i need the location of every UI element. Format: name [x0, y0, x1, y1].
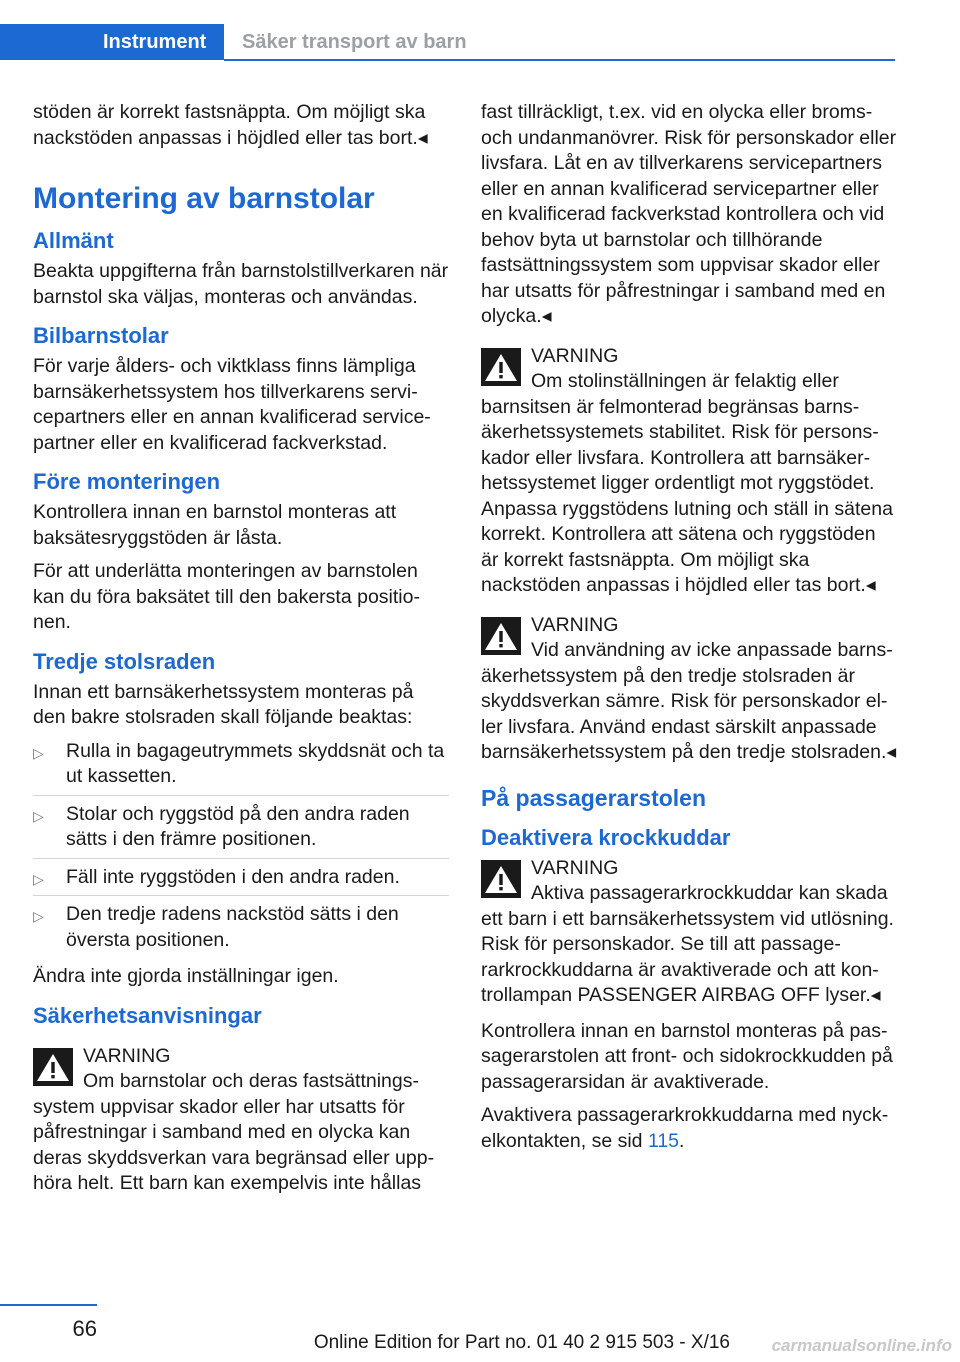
- list-item: [33, 802, 449, 859]
- list-item: [33, 902, 449, 958]
- warning-block: [481, 856, 897, 1009]
- page-number: 66: [72, 1316, 97, 1341]
- right-column: [481, 100, 897, 1162]
- warning-block: [33, 1044, 449, 1197]
- warning-triangle-icon: [481, 860, 521, 898]
- warning-label: VARNING: [531, 856, 619, 879]
- warning-label: VARNING: [83, 1044, 171, 1067]
- bullet-arrow-icon: ▷: [33, 744, 44, 761]
- list-item-text: Fäll inte ryggstöden i den andra raden.: [66, 865, 400, 888]
- warning-text: Om stolinställningen är felaktig eller barnsitsen är felmonterad begränsas barnsäkerhetssystemets stabilitet. Risk för personskador eller livsfara. Kontrollera att barnsäkerhetssystemet ligger ordentligt mot ryggstödet. Anpassa ryggstödens lutning och ställ in sätena korrekt. Kontrollera att sätena och ryggstöden är korrekt fastsnäppta. Om möjligt ska nackstöden anpassas i höjdled eller tas bort.◂: [481, 370, 893, 596]
- heading-sakerhetsanvisningar: Säkerhetsanvisningar: [33, 1002, 262, 1028]
- heading-deaktivera-krockkuddar: Deaktivera krockkuddar: [481, 824, 731, 850]
- bullet-arrow-icon: ▷: [33, 908, 44, 924]
- avaktivera-text: Avaktivera passagerarkrokkuddarna med nyckelkontakten, se sid: [481, 1104, 889, 1152]
- bullet-arrow-icon: ▷: [33, 807, 44, 824]
- fore-text-1: Kontrollera innan en barnstol monteras att baksätesryggstöden är låsta.: [33, 501, 397, 549]
- bilbarnstolar-text: För varje ålders- och viktklass finns lämpliga barnsäkerhetssystem hos tillverkarens servicepartners eller en annan kvalificerad servicepartner eller en kvalificerad fackverkstad.: [33, 355, 431, 454]
- warning-triangle-icon: [481, 348, 521, 386]
- list-item-text: Den tredje radens nackstöd sätts i den översta positionen.: [66, 903, 399, 951]
- edition-text: Online Edition for Part no. 01 40 2 915 503 - X/16: [313, 1332, 730, 1353]
- left-column: [33, 100, 449, 1207]
- continued-text: fast tillräckligt, t.ex. vid en olycka eller broms- och undanmanövrer. Risk för personskador eller livsfara. Låt en av tillverkarens servicepartners eller en annan kvalificerad servicepartner eller en kvalificerad fackverkstad kontrollera och vid behov byta ut barnstolar och tillhörande fastsättningssystem som uppvisar skador eller har utsatts för påfrestningar i samband med en olycka.◂: [481, 101, 897, 327]
- list-item: [33, 739, 449, 796]
- heading-tredje-stolsraden: Tredje stolsraden: [33, 648, 216, 674]
- heading-pa-passagerarstolen: På passagerarstolen: [481, 784, 707, 811]
- warning-triangle-icon: [33, 1048, 73, 1086]
- avaktivera-paragraph: [481, 1103, 897, 1154]
- tab-saker-transport[interactable]: Säker transport av barn: [242, 31, 467, 53]
- after-bullets-text: Ändra inte gjorda inställningar igen.: [33, 965, 339, 987]
- warning-text: Om barnstolar och deras fastsättningssystem uppvisar skador eller har utsatts för påfrestningar i samband med en olycka kan deras skyddsverkan vara begränsad eller upphöra helt. Ett barn kan exempelvis inte hållas: [33, 1070, 435, 1194]
- tredje-text: Innan ett barnsäkerhetssystem monteras på den bakre stolsraden skall följande beaktas:: [33, 680, 414, 728]
- page-reference-link[interactable]: 115: [647, 1129, 680, 1152]
- allmant-text: Beakta uppgifterna från barnstolstillverkaren när barnstol ska väljas, monteras och användas.: [33, 260, 449, 308]
- list-item-text: Rulla in bagageutrymmets skyddsnät och ta ut kassetten.: [66, 739, 445, 787]
- warning-label: VARNING: [531, 613, 619, 636]
- bullet-list: [33, 739, 449, 959]
- page-title: Montering av barnstolar: [33, 182, 375, 215]
- heading-allmant: Allmänt: [33, 228, 114, 253]
- heading-fore-monteringen: Före monteringen: [33, 469, 221, 494]
- header-rule: [224, 59, 895, 61]
- warning-text: Vid användning av icke anpassade barnsäkerhetssystem på den tredje stolsraden är skyddsverkan sämre. Risk för personskador eller livsfara. Använd endast särskilt anpassade barnsäkerhetssystem på den tredje stolsraden.◂: [481, 639, 897, 763]
- fore-text-2: För att underlätta monteringen av barnstolen kan du föra baksätet till den bakersta positionen.: [33, 560, 420, 633]
- warning-triangle-icon: [481, 617, 521, 655]
- warning-text: Aktiva passagerarkrockkuddar kan skada ett barn i ett barnsäkerhetssystem vid utlösning. Risk för personskador. Se till att passagerarkrockkuddarna är avaktiverade och att kontrollampan PASSENGER AIRBAG OFF lyser.◂: [481, 882, 894, 1006]
- heading-bilbarnstolar: Bilbarnstolar: [33, 323, 169, 348]
- avaktivera-end: .: [679, 1129, 685, 1152]
- list-item: [33, 865, 449, 897]
- warning-label: VARNING: [531, 344, 619, 367]
- list-item-text: Stolar och ryggstöd på den andra raden sätts i den främre positionen.: [66, 802, 410, 850]
- kontrollera-text: Kontrollera innan en barnstol monteras på passagerarstolen att front- och sidokrockkudden på passagerarsidan är avaktiverade.: [481, 1019, 893, 1093]
- intro-text: stöden är korrekt fastsnäppta. Om möjligt ska nackstöden anpassas i höjdled eller tas bort.◂: [33, 101, 428, 149]
- tab-instrument[interactable]: Instrument: [0, 24, 224, 60]
- warning-block: [481, 613, 897, 766]
- bullet-arrow-icon: ▷: [33, 870, 44, 887]
- watermark-logo: carmanualsonline.info: [771, 1336, 952, 1355]
- footer-rule: [0, 1304, 97, 1306]
- warning-block: [481, 344, 897, 599]
